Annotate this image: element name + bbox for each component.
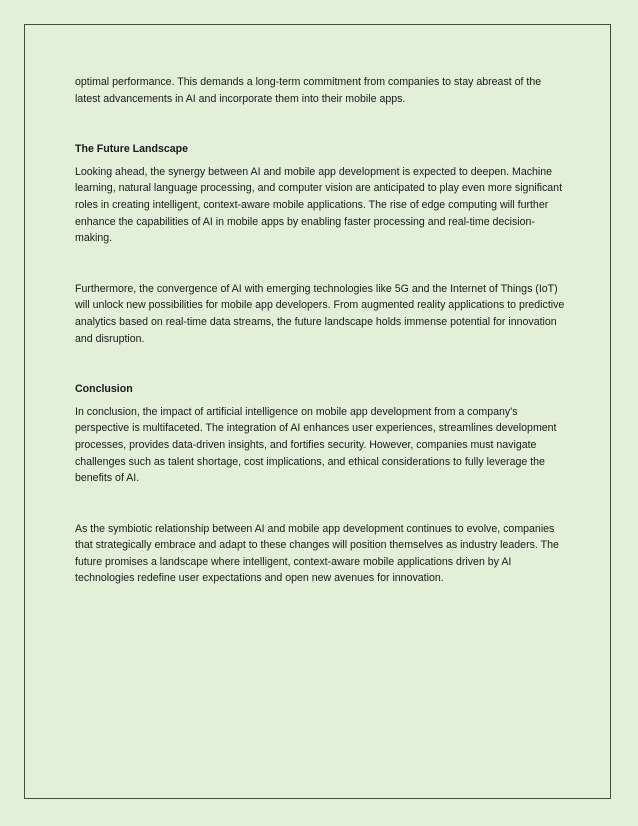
paragraph-optimal-performance: optimal performance. This demands a long-term commitment from companies to stay abreast of the latest advancements in AI and incorporate them into their mobile apps. [75,76,542,105]
paragraph-symbiotic-relationship: As the symbiotic relationship between AI and mobile app development continues to evolve, companies that strategically embrace and adapt to these changes will position themselves as industry leaders. The future promises a landscape where intelligent, context-aware mobile applications driven by AI technologies redefine user expectations and open new avenues for innovation. [75,522,559,585]
paragraph-in-conclusion: In conclusion, the impact of artificial intelligence on mobile app development from a company's perspective is multifaceted. The integration of AI enhances user experiences, streamlines development processes, provides data-driven insights, and fortifies security. However, companies must navigate challenges such as talent shortage, cost implications, and ethical considerations to fully leverage the benefits of AI. [75,405,557,485]
document-body [75,74,567,587]
heading-future-landscape: The Future Landscape [75,143,189,156]
heading-conclusion: Conclusion [75,383,133,396]
paragraph-furthermore: Furthermore, the convergence of AI with emerging technologies like 5G and the Internet of Things (IoT) will unlock new possibilities for mobile app developers. From augmented reality applications to predictive analytics based on real-time data streams, the future landscape holds immense potential for innovation and disruption. [75,282,565,345]
paragraph-looking-ahead: Looking ahead, the synergy between AI and mobile app development is expected to deepen. Machine learning, natural language processing, and computer vision are anticipated to play even more significant roles in creating intelligent, context-aware mobile applications. The rise of edge computing will further enhance the capabilities of AI in mobile apps by enabling faster processing and real-time decision-making. [75,165,563,245]
